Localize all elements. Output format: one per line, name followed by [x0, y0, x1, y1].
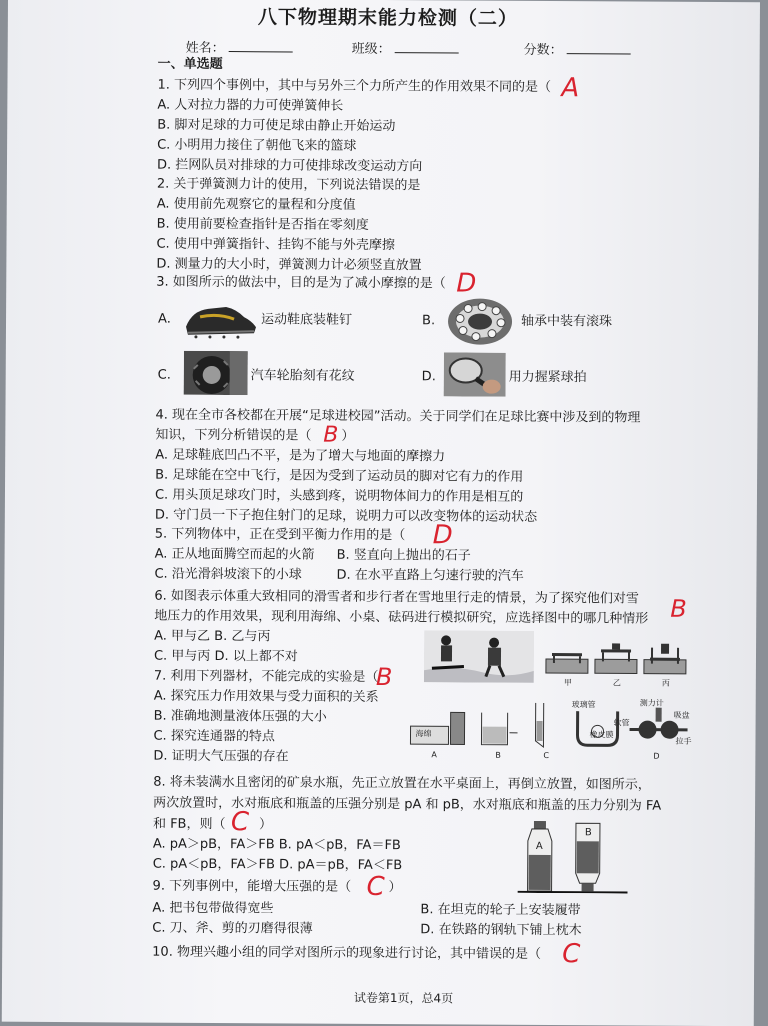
fig6-label-yi: 乙 [612, 678, 621, 688]
fig7-membrane-label: 橡皮膜 [589, 730, 614, 740]
q3-option-a-letter: A. [158, 311, 171, 327]
fig7-label-a: A [431, 750, 437, 760]
score-label: 分数： [523, 42, 563, 59]
q8-stem-line2: 两次放置时，水对瓶底和瓶盖的压强分别是 pA 和 pB，水对瓶底和瓶盖的压力分别为 FA [153, 795, 662, 814]
q5-option-b: B. 竖直向上抛出的石子 [336, 547, 471, 564]
q8-stem-close: ） [258, 817, 273, 833]
q7-option-b: B. 准确地测量液体压强的大小 [153, 708, 327, 725]
q5-option-a: A. 正从地面腾空而起的火箭 [154, 546, 315, 563]
q1-option-a: A. 人对拉力器的力可使弹簧伸长 [157, 97, 344, 114]
car-tire-image [184, 351, 248, 395]
score-blank [567, 41, 631, 54]
q8-handwritten-answer: C [230, 807, 250, 838]
q6-stem-line1: 6. 如图表示体重大致相同的滑雪者和步行者在雪地里行走的情景，为了探究他们对雪 [154, 588, 639, 607]
q4-stem-line1: 4. 现在全市各校都在开展“足球进校园”活动。关于同学们在足球比赛中涉及到的物理 [155, 407, 641, 426]
fig7-glass-tube-label: 玻璃管 [571, 700, 596, 710]
page-footer: 试卷第1页，总4页 [353, 990, 454, 1006]
q7-option-a: A. 探究压力作用效果与受力面积的关系 [153, 688, 379, 705]
q3-handwritten-answer: D [456, 268, 477, 299]
class-field [352, 40, 459, 59]
fig7-suction-label: 吸盘 [673, 710, 690, 720]
q8-stem-line3: 和 FB，则（ [152, 816, 226, 833]
q2-stem: 2. 关于弹簧测力计的使用，下列说法错误的是 [156, 176, 421, 194]
q5-option-d: D. 在水平直路上匀速行驶的汽车 [336, 567, 524, 584]
q6-option-cd: C. 甲与丙 D. 以上都不对 [153, 648, 298, 665]
page-title: 八下物理期末能力检测（二） [257, 6, 518, 30]
q3-option-c-letter: C. [157, 367, 171, 383]
q3-option-a: 运动鞋底装鞋钉 [260, 312, 353, 328]
q5-option-c: C. 沿光滑斜坡滚下的小球 [154, 566, 302, 583]
fig7-sponge-label: 海绵 [415, 729, 432, 739]
fig8-label-a: A [535, 840, 543, 852]
fig7-scale-label: 测力计 [639, 698, 664, 708]
q4-option-a: A. 足球鞋底凹凸不平，是为了增大与地面的摩擦力 [155, 447, 446, 465]
q2-option-b: B. 使用前要检查指针是否指在零刻度 [156, 216, 369, 233]
q2-option-d: D. 测量力的大小时，弹簧测力计必须竖直放置 [156, 256, 422, 274]
q4-stem-line2: 知识，下列分析错误的是（ [155, 427, 312, 444]
q7-option-d: D. 证明大气压强的存在 [153, 748, 289, 765]
exam-paper [2, 0, 760, 1026]
fig7-label-b: B [495, 750, 501, 760]
class-blank [395, 40, 459, 53]
glass-tube-figure [525, 701, 571, 749]
fig7-handle-label: 拉手 [675, 736, 692, 746]
name-field [186, 39, 293, 58]
q5-handwritten-answer: D [432, 520, 453, 551]
class-label: 班级： [351, 41, 391, 58]
q1-handwritten-answer: A [561, 73, 580, 104]
fig6-label-bing: 丙 [661, 678, 670, 688]
q1-option-c: C. 小明用力接住了朝他飞来的篮球 [157, 137, 357, 154]
racket-grip-image [444, 352, 506, 396]
q9-option-b: B. 在坦克的轮子上安装履带 [420, 902, 581, 919]
name-label: 姓名： [185, 40, 225, 57]
q9-option-a: A. 把书包带做得宽些 [152, 900, 274, 917]
q3-option-b-letter: B. [421, 313, 436, 329]
q2-option-c: C. 使用中弹簧指针、挂钩不能与外壳摩擦 [156, 236, 395, 254]
q3-option-b: 轴承中装有滚珠 [520, 313, 613, 330]
q9-option-c: C. 刀、斧、剪的刃磨得很薄 [152, 920, 313, 937]
q9-handwritten-answer: C [366, 871, 385, 903]
q8-option-ab: A. pA＞pB，FA＞FB B. pA＜pB，FA＝FB [152, 836, 401, 854]
fig8-label-b: B [584, 827, 592, 839]
q3-option-d-letter: D. [421, 369, 436, 385]
q6-handwritten-answer: B [670, 594, 687, 623]
q6-option-ab: A. 甲与乙 B. 乙与丙 [154, 628, 271, 645]
q3-stem: 3. 如图所示的做法中，目的是为了减小摩擦的是（ [156, 274, 446, 292]
fig7-label-d: D [653, 751, 660, 761]
running-shoe-image [182, 297, 258, 341]
q6-stem-line2: 地压力的作用效果，现利用海绵、小桌、砝码进行模拟研究，应选择图中的哪几种情形 [154, 608, 649, 627]
q4-stem-close: ） [341, 428, 355, 444]
q9-option-d: D. 在铁路的钢轨下铺上枕木 [420, 922, 582, 939]
fig7-hose-label: 软管 [613, 718, 630, 728]
q1-stem: 1. 下列四个事例中，其中与另外三个力所产生的作用效果不同的是（ [157, 77, 552, 96]
q10-handwritten-answer: C [562, 939, 581, 970]
q8-stem-line1: 8. 将未装满水且密闭的矿泉水瓶，先正立放置在水平桌面上，再倒立放置，如图所示， [153, 774, 651, 793]
q7-handwritten-answer: B [375, 662, 393, 692]
q3-option-c: 汽车轮胎刻有花纹 [250, 368, 355, 384]
q10-stem: 10. 物理兴趣小组的同学对图所示的现象进行讨论，其中错误的是（ [152, 944, 542, 962]
q8-option-cd: C. pA＜pB，FA＞FB D. pA＝pB，FA＜FB [152, 856, 403, 874]
q3-option-d: 用力握紧球拍 [508, 369, 587, 386]
q1-option-d: D. 拦网队员对排球的力可使排球改变运动方向 [156, 157, 423, 175]
q9-stem: 9. 下列事例中，能增大压强的是（ [152, 878, 352, 895]
q9-stem-close: ） [388, 880, 402, 896]
q4-option-d: D. 守门员一下子抱住射门的足球，说明力可以改变物体的运动状态 [154, 507, 538, 525]
q4-option-b: B. 足球能在空中飞行，是因为受到了运动员的脚对它有力的作用 [155, 467, 524, 485]
score-field [524, 41, 631, 60]
q4-option-c: C. 用头顶足球攻门时，头感到疼，说明物体间力的作用是相互的 [154, 487, 524, 505]
section-heading: 一、单选题 [157, 56, 223, 73]
water-bottles-figure [518, 821, 628, 894]
q7-stem: 7. 利用下列器材，不能完成的实验是（ [153, 668, 379, 685]
q4-handwritten-answer: B [323, 422, 339, 448]
snow-walker-skier-image [424, 630, 534, 683]
fig7-label-c: C [543, 750, 550, 761]
q2-option-a: A. 使用前先观察它的量程和分度值 [156, 196, 356, 213]
ball-bearing-image [446, 296, 514, 346]
fig6-label-jia: 甲 [563, 678, 572, 688]
q7-option-c: C. 探究连通器的特点 [153, 728, 275, 745]
pressure-comparison-figure [544, 641, 689, 676]
name-blank [229, 39, 293, 52]
beaker-figure [477, 709, 519, 749]
q1-option-b: B. 脚对足球的力可使足球由静止开始运动 [157, 117, 396, 135]
q5-stem: 5. 下列物体中，正在受到平衡力作用的是（ [154, 526, 406, 544]
